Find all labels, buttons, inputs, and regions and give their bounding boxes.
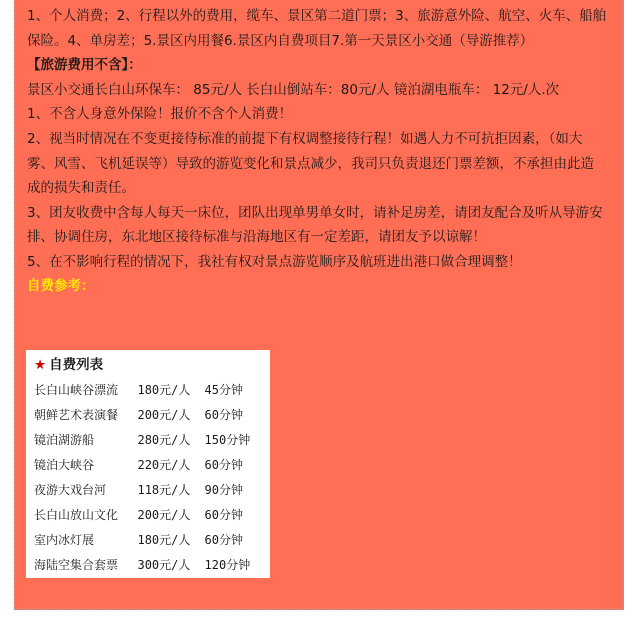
- item-name: 长白山峡谷漂流: [34, 383, 119, 397]
- self-pay-list-box: [26, 350, 270, 578]
- item-price: 300元/人: [137, 558, 191, 572]
- item-name: 室内冰灯展: [34, 533, 95, 547]
- note-3: 3、团友收费中含每人每天一床位，团队出现单男单女时，请补足房差，请团友配合及听从导游安排、协调住房，东北地区接待标准与沿海地区有一定差距，请团友予以谅解！: [27, 204, 603, 246]
- item-duration: 150分钟: [204, 433, 251, 447]
- item-duration: 60分钟: [204, 458, 243, 472]
- item-duration: 60分钟: [204, 508, 243, 522]
- item-duration: 45分钟: [204, 383, 243, 397]
- item-price: 280元/人: [137, 433, 191, 447]
- item-duration: 120分钟: [204, 558, 251, 572]
- item-duration: 90分钟: [204, 483, 243, 497]
- table-row: [34, 453, 262, 478]
- content-body: [27, 4, 607, 297]
- table-row: [34, 403, 262, 428]
- item-price: 180元/人: [137, 383, 191, 397]
- item-price: 180元/人: [137, 533, 191, 547]
- item-name: 镜泊大峡谷: [34, 458, 95, 472]
- note-2: 2、视当时情况在不变更接待标准的前提下有权调整接待行程！如遇人力不可抗拒因素，（如大雾、风雪、飞机延误等）导致的游览变化和景点减少，我司只负责退还门票差额，不承担由此造成的损失和责任。: [27, 130, 594, 197]
- table-row: [34, 528, 262, 553]
- transport-fees: 景区小交通长白山环保车： 85元/人 长白山倒站车：80元/人 镜泊湖电瓶车： 12元/人.次: [27, 81, 560, 98]
- item-duration: 60分钟: [204, 533, 243, 547]
- item-name: 镜泊湖游船: [34, 433, 95, 447]
- item-price: 200元/人: [137, 508, 191, 522]
- note-5: 5、在不影响行程的情况下，我社有权对景点游览顺序及航班进出港口做合理调整！: [27, 253, 522, 270]
- item-name: 夜游大戏台河: [34, 483, 107, 497]
- self-pay-title: 自费参考：: [27, 277, 95, 294]
- content-panel: [14, 0, 624, 610]
- item-price: 220元/人: [137, 458, 191, 472]
- note-1: 1、不含人身意外保险！报价不含个人消费！: [27, 106, 293, 123]
- item-name: 长白山放山文化: [34, 508, 119, 522]
- item-name: 朝鲜艺术表演餐: [34, 408, 119, 422]
- included-text: 1、个人消费；2、行程以外的费用，缆车、景区第二道门票；3、旅游意外险、航空、火车、船舶保险。4、单房差；5.景区内用餐6.景区内自费项目7.第一天景区小交通（导游推荐）: [27, 8, 607, 49]
- item-duration: 60分钟: [204, 408, 243, 422]
- star-icon: ★: [34, 357, 47, 373]
- not-included-heading: 【旅游费用不含】：: [27, 57, 142, 74]
- table-row: [34, 478, 262, 503]
- list-title-text: 自费列表: [49, 357, 104, 373]
- table-row: [34, 553, 262, 578]
- self-pay-table: [34, 378, 262, 578]
- table-row: [34, 378, 262, 403]
- item-name: 海陆空集合套票: [34, 558, 119, 572]
- item-price: 200元/人: [137, 408, 191, 422]
- self-pay-list-title: [34, 356, 262, 374]
- item-price: 118元/人: [137, 483, 191, 497]
- table-row: [34, 503, 262, 528]
- table-row: [34, 428, 262, 453]
